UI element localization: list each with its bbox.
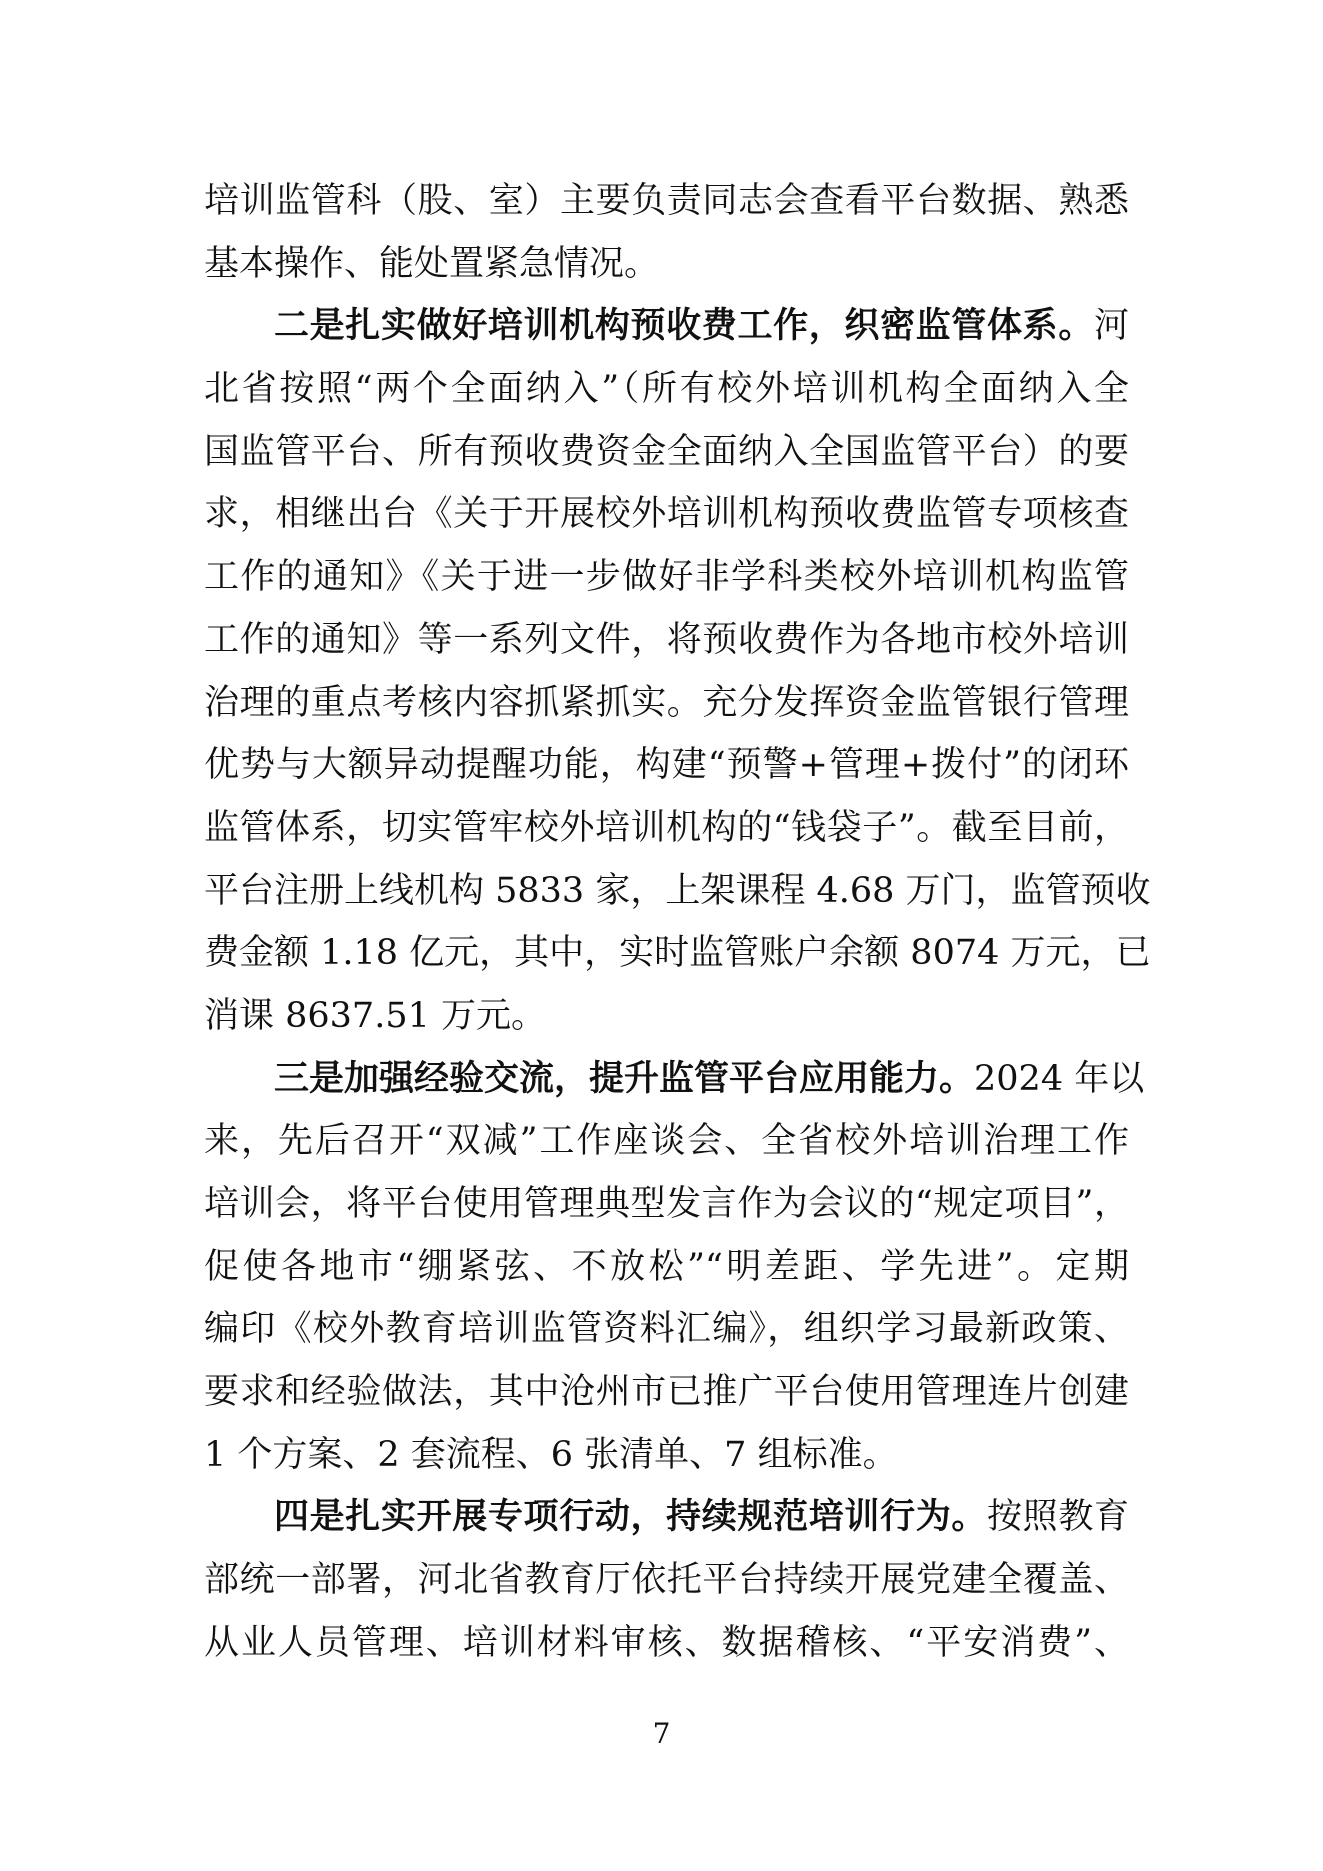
- text-run: 基本操作、能处置紧急情况。: [204, 243, 660, 284]
- text-run: 平台注册上线机构 5833 家，上架课程 4.68 万门，监管预收: [204, 870, 1151, 911]
- text-line: [204, 421, 1129, 484]
- text-line: [204, 483, 1129, 546]
- text-run: 培训监管科（股、室）主要负责同志会查看平台数据、熟悉: [204, 181, 1129, 221]
- text-run: 国监管平台、所有预收费资金全面纳入全国监管平台）的要: [204, 431, 1129, 472]
- text-run: 治理的重点考核内容抓紧抓实。充分发挥资金监管银行管理: [204, 682, 1129, 723]
- text-run: 来，先后召开“双减”工作座谈会、全省校外培训治理工作: [204, 1121, 1129, 1162]
- text-run: 2024 年以: [974, 1058, 1145, 1099]
- text-line: [204, 1361, 1129, 1424]
- text-run: 促使各地市“绷紧弦、不放松”“明差距、学先进”。定期: [204, 1246, 1129, 1287]
- body-text: [204, 170, 1151, 1675]
- text-line: [204, 985, 1129, 1048]
- text-run: 工作的通知》《关于进一步做好非学科类校外培训机构监管: [204, 557, 1129, 598]
- text-run: 费金额 1.18 亿元，其中，实时监管账户余额 8074 万元，已: [204, 933, 1151, 974]
- paragraph-heading: 二是扎实做好培训机构预收费工作，织密监管体系。: [274, 305, 1094, 347]
- text-run: 监管体系，切实管牢校外培训机构的“钱袋子”。截至目前，: [204, 807, 1129, 848]
- text-line: [204, 609, 1129, 672]
- text-line: [204, 1298, 1129, 1361]
- text-run: 要求和经验做法，其中沧州市已推广平台使用管理连片创建: [204, 1372, 1129, 1413]
- text-line: [204, 295, 1129, 358]
- text-run: 求，相继出台《关于开展校外培训机构预收费监管专项核查: [204, 494, 1129, 535]
- text-line: [204, 233, 1129, 296]
- text-line: [204, 1486, 1129, 1549]
- text-line: [204, 358, 1129, 421]
- page-number: 7: [652, 1717, 671, 1750]
- text-line: [204, 797, 1129, 860]
- text-run: 编印《校外教育培训监管资料汇编》，组织学习最新政策、: [204, 1309, 1129, 1350]
- text-run: 河: [1093, 306, 1129, 347]
- text-run: 消课 8637.51 万元。: [204, 995, 546, 1036]
- text-line: [204, 546, 1129, 609]
- text-line: [204, 1424, 1129, 1487]
- text-run: 优势与大额异动提醒功能，构建“预警+管理+拨付”的闭环: [204, 745, 1129, 786]
- text-run: 工作的通知》等一系列文件，将预收费作为各地市校外培训: [204, 619, 1129, 660]
- text-run: 北省按照“两个全面纳入”（所有校外培训机构全面纳入全: [204, 369, 1129, 410]
- text-line: [204, 734, 1129, 797]
- text-run: 培训会，将平台使用管理典型发言作为会议的“规定项目”，: [204, 1184, 1129, 1224]
- text-line: [204, 672, 1129, 735]
- text-run: 按照教育: [987, 1497, 1129, 1538]
- text-line: [204, 860, 1151, 923]
- text-line: [204, 922, 1151, 985]
- text-line: [204, 1612, 1129, 1675]
- text-line: [204, 1173, 1129, 1236]
- text-line: [204, 1048, 1145, 1111]
- text-line: [204, 170, 1129, 233]
- text-run: 从业人员管理、培训材料审核、数据稽核、“平安消费”、: [204, 1622, 1129, 1663]
- paragraph-heading: 三是加强经验交流，提升监管平台应用能力。: [274, 1057, 975, 1099]
- text-line: [204, 1549, 1129, 1612]
- text-run: 1 个方案、2 套流程、6 张清单、7 组标准。: [204, 1434, 898, 1475]
- text-run: 部统一部署，河北省教育厅依托平台持续开展党建全覆盖、: [204, 1560, 1129, 1601]
- text-line: [204, 1110, 1129, 1173]
- text-line: [204, 1236, 1129, 1299]
- paragraph-heading: 四是扎实开展专项行动，持续规范培训行为。: [274, 1496, 988, 1538]
